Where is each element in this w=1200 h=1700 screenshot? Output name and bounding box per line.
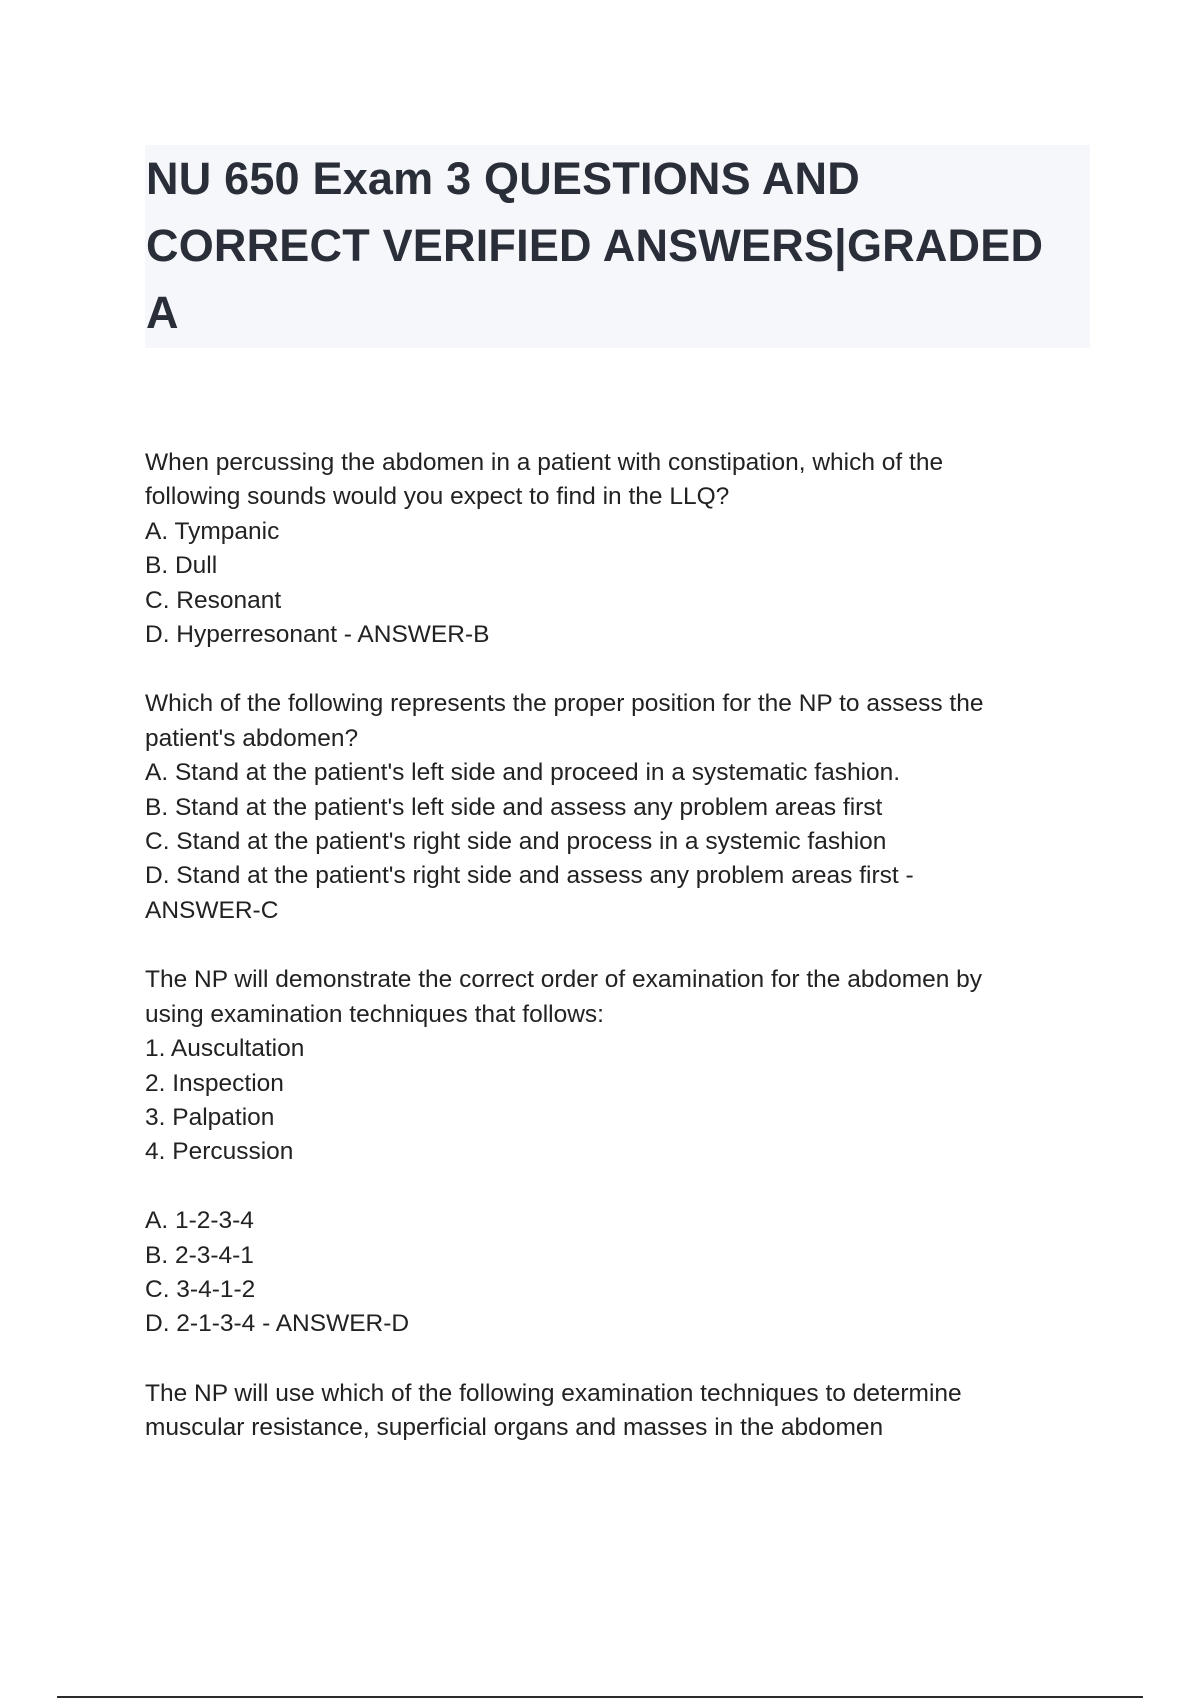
technique-item: 3. Palpation	[145, 1103, 275, 1131]
option-a: A. 1-2-3-4	[145, 1207, 254, 1235]
answer-line: ANSWER-C	[145, 896, 279, 924]
question-line: The NP will demonstrate the correct order of examination for the abdomen by	[145, 966, 983, 994]
question-line: following sounds would you expect to find in the LLQ?	[145, 483, 730, 511]
option-c: C. Resonant	[145, 586, 282, 614]
question-line: using examination techniques that follows:	[145, 1000, 604, 1028]
question-line: muscular resistance, superficial organs and masses in the abdomen	[145, 1414, 884, 1442]
question-list	[145, 446, 1085, 1481]
question-text	[145, 963, 1085, 1341]
option-b: B. 2-3-4-1	[145, 1241, 254, 1269]
page-bottom-divider	[57, 1696, 1143, 1698]
option-d-answer: D. 2-1-3-4 - ANSWER-D	[145, 1310, 410, 1338]
question-2	[145, 687, 1085, 928]
title-line: NU 650 Exam 3 QUESTIONS AND	[146, 153, 860, 204]
question-text	[145, 687, 1085, 928]
question-line: patient's abdomen?	[145, 724, 359, 752]
question-line: Which of the following represents the proper position for the NP to assess the	[145, 690, 984, 718]
technique-item: 4. Percussion	[145, 1138, 294, 1166]
title-banner	[145, 145, 1090, 348]
technique-item: 1. Auscultation	[145, 1035, 305, 1063]
question-text	[145, 1377, 1085, 1446]
option-c: C. Stand at the patient's right side and process in a systemic fashion	[145, 828, 887, 856]
question-line: The NP will use which of the following examination techniques to determine	[145, 1379, 962, 1407]
option-b: B. Stand at the patient's left side and assess any problem areas first	[145, 793, 883, 821]
option-d-answer: D. Hyperresonant - ANSWER-B	[145, 621, 490, 649]
blank-line	[145, 1170, 1085, 1204]
title-line: CORRECT VERIFIED ANSWERS|GRADED	[146, 220, 1044, 271]
technique-item: 2. Inspection	[145, 1069, 284, 1097]
option-b: B. Dull	[145, 552, 218, 580]
question-line: When percussing the abdomen in a patient with constipation, which of the	[145, 449, 944, 476]
document-title	[146, 145, 1091, 346]
question-1	[145, 446, 1085, 652]
question-text	[145, 446, 1085, 652]
question-4	[145, 1377, 1085, 1446]
option-a: A. Tympanic	[145, 517, 280, 545]
option-c: C. 3-4-1-2	[145, 1275, 256, 1303]
option-d: D. Stand at the patient's right side and assess any problem areas first -	[145, 862, 914, 890]
question-3	[145, 963, 1085, 1341]
option-a: A. Stand at the patient's left side and proceed in a systematic fashion.	[145, 759, 901, 787]
title-line: A	[146, 287, 179, 338]
